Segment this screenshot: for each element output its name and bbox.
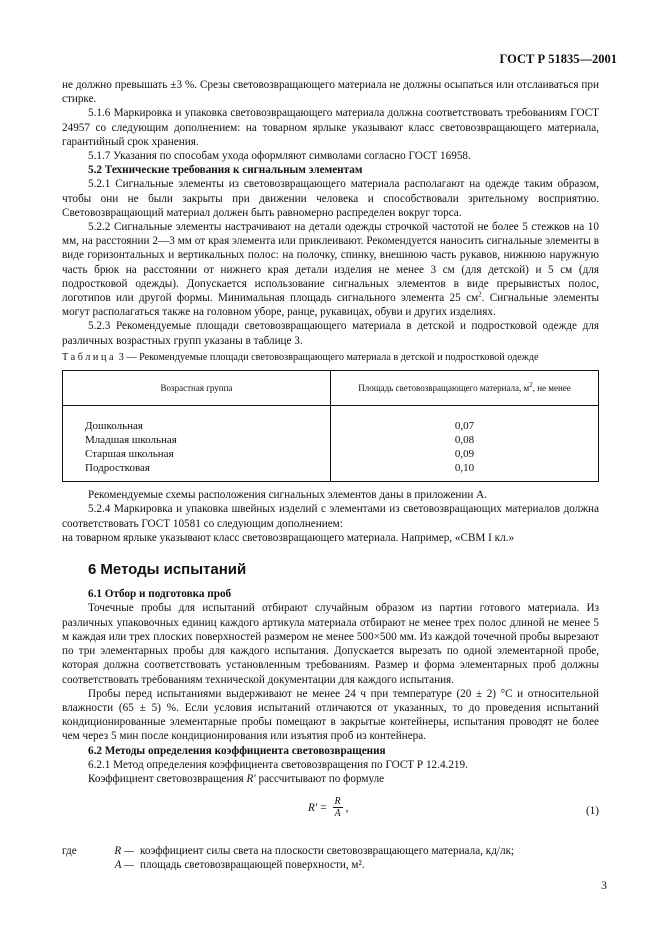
formula-intro-text: Коэффициент световозвращения <box>88 772 247 785</box>
page-number: 3 <box>601 878 607 892</box>
formula-intro-suffix: рассчитывают по формуле <box>255 772 385 785</box>
formula-comma: , <box>345 801 349 814</box>
paragraph-5-2-2 <box>62 220 599 319</box>
formula-numerator: R <box>334 796 341 808</box>
table-header-row <box>63 371 599 406</box>
paragraph-5-2-2-part1: 5.2.2 Сигнальные элементы настрачивают на детали одежды строчкой частотой не более 5 стежков на 10 мм, на расстоянии 2—3 мм от края элемента или приклеивают. Рекомендуется наносить сигнальные элементы в виде горизонтальных и вертикальных полос: на полочку, спинку, внешнюю часть рукавов, нижнюю наружную часть брюк на расстоянии от нижнего края детали изделия не менее 3 см (для детской) и 5 см (для подростковой одежды). Допускается использование сигнальных элементов в виде прерывистых полос, логотипов или другой формы. Минимальная площадь сигнального элемента 25 см <box>62 221 599 305</box>
document-body <box>62 78 599 873</box>
legend-row <box>62 858 599 872</box>
formula-equals: = <box>320 801 327 814</box>
area-cell: 0,08 <box>331 433 599 447</box>
legend-text: коэффициент силы света на плоскости световозвращающего материала, кд/лк; <box>140 845 515 858</box>
superscript: 2 <box>529 381 533 390</box>
paragraph-5-2-4: 5.2.4 Маркировка и упаковка швейных изделий с элементами из световозвращающих материалов должна соответствовать ГОСТ 10581 со следующим дополнением: <box>62 503 599 530</box>
paragraph-continuation: не должно превышать ±3 %. Срезы световозвращающего материала не должны осыпаться или отслаиваться при стирке. <box>62 79 599 106</box>
paragraph-6-2-1: 6.2.1 Метод определения коэффициента световозвращения по ГОСТ Р 12.4.219. <box>88 758 468 771</box>
area-cell: 0,07 <box>331 406 599 434</box>
paragraph-6-1-sampling: Точечные пробы для испытаний отбирают случайным образом из партии готового материала. Из различных упаковочных единиц каждого артикула материала отбирают не менее трех полос длиной не менее 5 м каждая или трех плоских поверхностей размером не менее 500×500 мм. Из каждой точечной пробы вырезают по три элементарных пробы для каждого испытания. Допускается вырезать по одной элементарной пробе, которая должна соответствовать установленным требованиям. Размер и форма элементарных проб должны соответствовать требованиям технической документации для каждого испытания. <box>62 602 599 686</box>
legend-symbol: A — <box>114 859 134 872</box>
legend-where: где <box>62 845 77 858</box>
area-table <box>62 370 599 482</box>
legend-text: площадь световозвращающей поверхности, м². <box>140 859 365 872</box>
age-group-cell: Младшая школьная <box>63 433 331 447</box>
paragraph-5-1-6: 5.1.6 Маркировка и упаковка световозвращающего материала должна соответствовать требованиям ГОСТ 24957 со следующим дополнением: на товарном ярлыке указывают класс световозвращающего материала, гарантийный срок хранения. <box>62 107 599 148</box>
section-6-title: Методы испытаний <box>100 561 247 579</box>
column-header-area-text: Площадь световозвращающего материала, м <box>358 383 530 394</box>
column-header-area-suffix: , не менее <box>532 383 571 394</box>
section-6-number: 6 <box>88 561 97 579</box>
table-row <box>63 406 599 434</box>
area-cell: 0,09 <box>331 447 599 461</box>
paragraph-5-2-3: 5.2.3 Рекомендуемые площади световозвращающего материала в детской и подростковой одежде для различных возрастных групп указаны в таблице 3. <box>62 320 599 347</box>
paragraph-5-2-1: 5.2.1 Сигнальные элементы из световозвращающего материала располагают на одежде таким образом, чтобы они не были закрыты при движении человека и способствовали зрительному восприятию. Световозвращающий материал должен быть равномерно распределен вокруг торса. <box>62 178 599 219</box>
table-row <box>63 433 599 447</box>
column-header-area <box>331 371 599 406</box>
table-caption-text: 3 — Рекомендуемые площади световозвращающего материала в детской и подростковой одежде <box>116 351 539 363</box>
paragraph-5-1-7: 5.1.7 Указания по способам ухода оформляют символами согласно ГОСТ 16958. <box>88 150 471 163</box>
formula-denominator: A <box>334 808 341 820</box>
section-5-2-title: 5.2 Технические требования к сигнальным элементам <box>88 164 363 177</box>
section-6-1-title: 6.1 Отбор и подготовка проб <box>88 588 232 601</box>
column-header-age-group: Возрастная группа <box>63 371 331 406</box>
document-header: ГОСТ Р 51835—2001 <box>499 52 617 66</box>
section-6-2-title: 6.2 Методы определения коэффициента световозвращения <box>88 744 386 757</box>
formula-fraction <box>333 796 343 819</box>
paragraph-appendix-ref: Рекомендуемые схемы расположения сигнальных элементов даны в приложении А. <box>88 489 488 502</box>
formula-lhs: R' <box>308 801 318 814</box>
formula-expression <box>308 796 348 819</box>
table-caption <box>62 351 599 365</box>
table-row <box>63 447 599 461</box>
age-group-cell: Старшая школьная <box>63 447 331 461</box>
paragraph-label-example: на товарном ярлыке указывают класс световозвращающего материала. Например, «СВМ I кл.» <box>62 531 515 544</box>
legend-symbol: R — <box>114 845 134 858</box>
paragraph-formula-intro <box>62 772 599 786</box>
paragraph-6-1-conditioning: Пробы перед испытаниями выдерживают не менее 24 ч при температуре (20 ± 2) °С и относительной влажности (65 ± 5) %. Если условия испытаний отличаются от указанных, то до проведения испытаний кондиционированные элементарные пробы помещают в закрытые контейнеры, испытания проводят не более чем через 5 мин после кондиционирования или изъятия проб из контейнера. <box>62 687 599 743</box>
formula-1 <box>62 790 599 836</box>
superscript: 2 <box>478 290 482 299</box>
paragraph-5-2-2-part2: . Сигнальные элементы могут располагаться также на головном уборе, ранце, рукавицах, обуви и других изделиях. <box>62 292 599 319</box>
section-6-heading <box>88 563 599 577</box>
area-cell: 0,10 <box>331 461 599 482</box>
formula-number: (1) <box>585 805 599 818</box>
formula-intro-symbol: R' <box>246 772 256 785</box>
table-caption-label: Таблица <box>62 351 117 363</box>
legend-row <box>62 844 599 858</box>
table-row <box>63 461 599 482</box>
age-group-cell: Подростковая <box>63 461 331 482</box>
age-group-cell: Дошкольная <box>63 406 331 434</box>
formula-legend <box>62 844 599 872</box>
